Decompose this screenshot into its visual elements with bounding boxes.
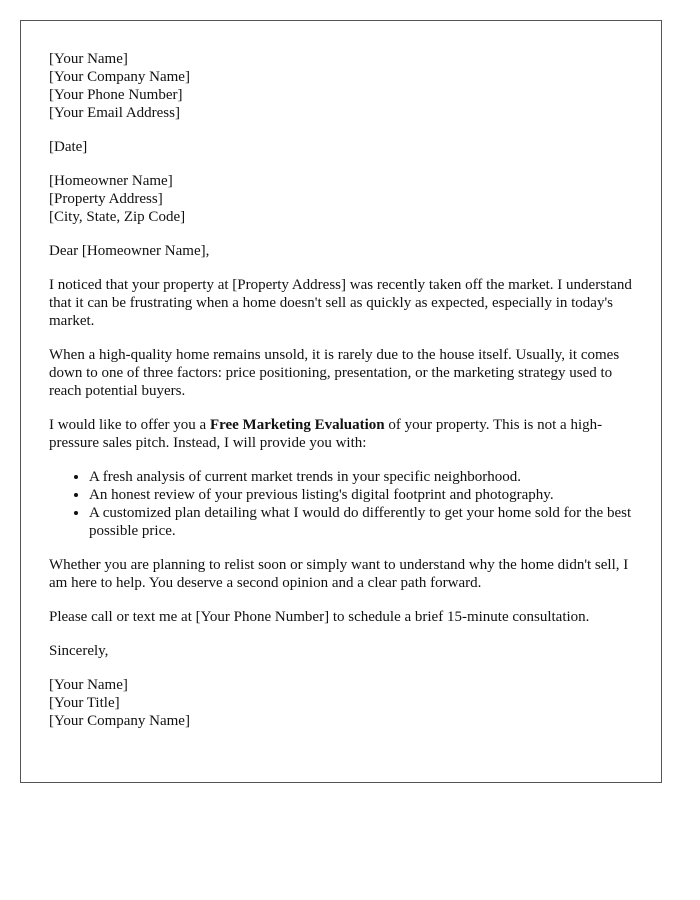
recipient-block [49, 172, 632, 226]
signature-name: [Your Name] [49, 677, 128, 693]
sender-phone: [Your Phone Number] [49, 87, 183, 103]
offer-text-before: I would like to offer you a [49, 417, 210, 433]
sender-company: [Your Company Name] [49, 69, 190, 85]
recipient-city: [City, State, Zip Code] [49, 209, 186, 225]
signature-block [49, 676, 632, 730]
recipient-name: [Homeowner Name] [49, 173, 173, 189]
signature-company: [Your Company Name] [49, 713, 190, 729]
sender-email: [Your Email Address] [49, 105, 180, 121]
list-item: • A customized plan detailing what I would do differently to get your home sold for the best possible price. [89, 504, 632, 540]
paragraph-offer [49, 416, 632, 452]
list-item: • A fresh analysis of current market trends in your specific neighborhood. [89, 468, 632, 486]
sender-name: [Your Name] [49, 51, 128, 67]
closing: Sincerely, [49, 643, 109, 659]
paragraph-intro: I noticed that your property at [Property Address] was recently taken off the market. I understand that it can be frustrating when a home doesn't sell as quickly as expected, especially in today's market. [49, 277, 632, 329]
recipient-address: [Property Address] [49, 191, 163, 207]
list-item: • An honest review of your previous listing's digital footprint and photography. [89, 486, 632, 504]
signature-title: [Your Title] [49, 695, 120, 711]
offer-highlight: Free Marketing Evaluation [209, 417, 385, 433]
sender-block [49, 50, 632, 122]
salutation: Dear [Homeowner Name], [49, 243, 210, 259]
offer-list [49, 468, 632, 540]
offer-text-after: of your property. This is not a high-pressure sales pitch. Instead, I will provide you with: [49, 417, 603, 451]
paragraph-help: Whether you are planning to relist soon or simply want to understand why the home didn't sell, I am here to help. You deserve a second opinion and a clear path forward. [49, 557, 629, 591]
paragraph-call-to-action: Please call or text me at [Your Phone Number] to schedule a brief 15-minute consultation. [49, 609, 590, 625]
paragraph-factors: When a high-quality home remains unsold, it is rarely due to the house itself. Usually, it comes down to one of three factors: price positioning, presentation, or the marketing strategy used to reach potential buyers. [49, 347, 620, 399]
date: [Date] [49, 139, 88, 155]
letter [20, 20, 662, 783]
